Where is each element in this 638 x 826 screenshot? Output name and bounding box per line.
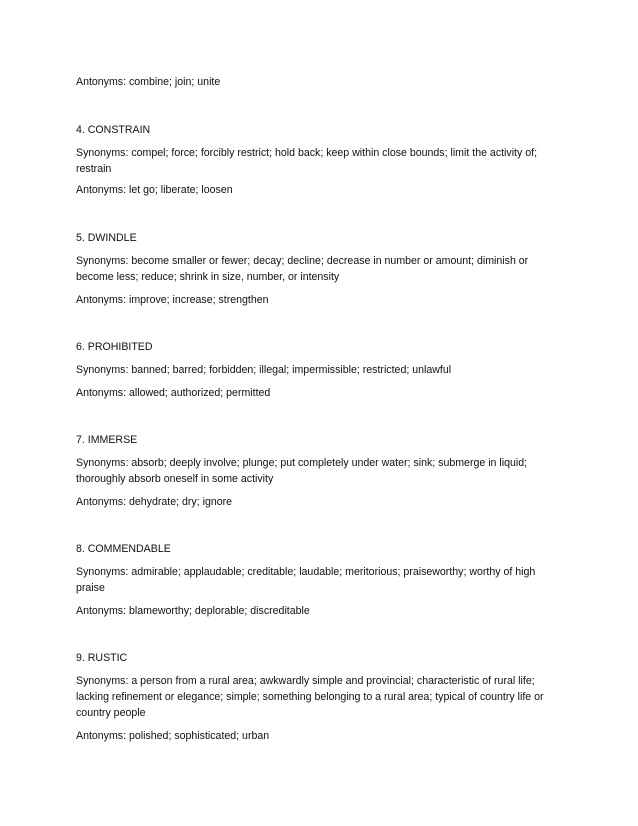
entry-title: 7. IMMERSE [76,434,138,446]
entry-synonyms: Synonyms: a person from a rural area; awkwardly simple and provincial; characteristic of rural life; lacking refinement or elegance; simple; something belonging to a rural area; typical of country life or country people [76,675,544,719]
entry-title: 4. CONSTRAIN [76,124,151,136]
entry-title: 6. PROHIBITED [76,341,153,353]
entry-antonyms: Antonyms: allowed; authorized; permitted [76,387,271,399]
entry-antonyms: Antonyms: improve; increase; strengthen [76,294,269,306]
entry-synonyms: Synonyms: become smaller or fewer; decay; decline; decrease in number or amount; diminish or become less; reduce; shrink in size, number, or intensity [76,255,529,283]
entry-synonyms: Synonyms: compel; force; forcibly restrict; hold back; keep within close bounds; limit the activity of; restrain [76,147,538,175]
entry-title: 8. COMMENDABLE [76,543,171,555]
entry-title: 5. DWINDLE [76,232,137,244]
entry-title: 9. RUSTIC [76,652,128,664]
intro-antonyms: Antonyms: combine; join; unite [76,76,221,88]
entry-synonyms: Synonyms: banned; barred; forbidden; illegal; impermissible; restricted; unlawful [76,364,452,376]
entry-antonyms: Antonyms: let go; liberate; loosen [76,184,233,196]
entry-antonyms: Antonyms: dehydrate; dry; ignore [76,496,233,508]
entry-antonyms: Antonyms: polished; sophisticated; urban [76,730,270,742]
entry-synonyms: Synonyms: absorb; deeply involve; plunge; put completely under water; sink; submerge in liquid; thoroughly absorb oneself in some activity [76,457,528,485]
entry-antonyms: Antonyms: blameworthy; deplorable; discreditable [76,605,310,617]
entry-synonyms: Synonyms: admirable; applaudable; creditable; laudable; meritorious; praiseworthy; worthy of high praise [76,566,536,594]
